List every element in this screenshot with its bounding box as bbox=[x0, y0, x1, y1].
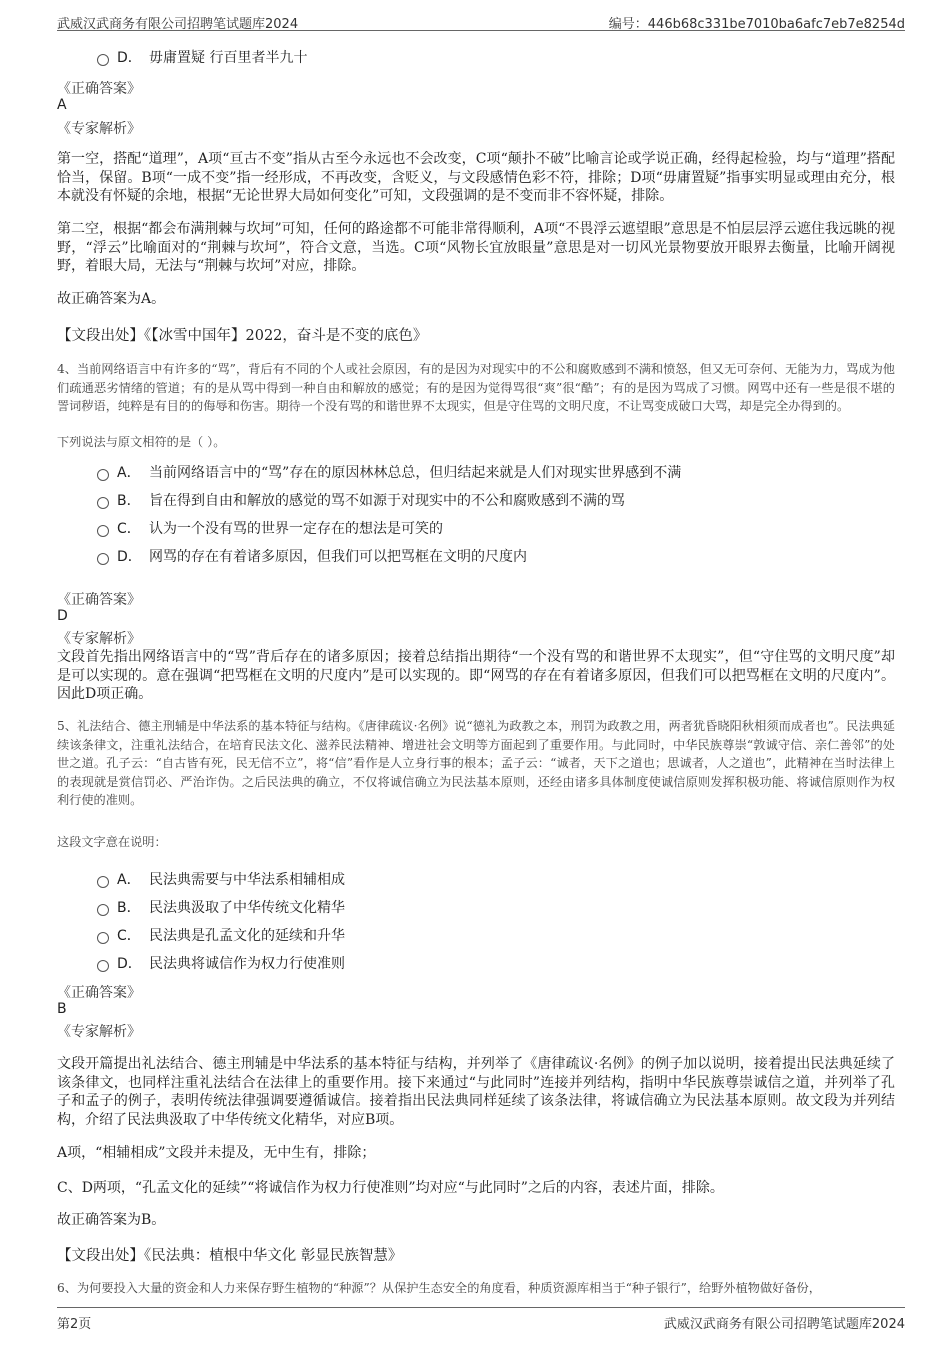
correct-answer: B bbox=[57, 1001, 67, 1017]
radio-icon[interactable] bbox=[97, 904, 109, 916]
analysis-label: 《专家解析》 bbox=[57, 121, 141, 137]
option-text: 毋庸置疑 行百里者半九十 bbox=[149, 50, 308, 66]
option-text: 网骂的存在有着诸多原因，但我们可以把骂框在文明的尺度内 bbox=[149, 549, 527, 565]
analysis-paragraph: 文段首先指出网络语言中的“骂”背后存在的诸多原因；接着总结指出期待“一个没有骂的和谐世界不太现实”，但“守住骂的文明尺度”却是可以实现的。意在强调“把骂框在文明的尺度内”是可以实现的。即“网骂的存在有着诸多原因，但我们可以把骂框在文明的尺度内”。因此D项正确。 bbox=[57, 649, 895, 702]
footer-title: 武威汉武商务有限公司招聘笔试题库2024 bbox=[663, 1317, 905, 1332]
analysis-paragraph: 第二空，根据“都会布满荆棘与坎坷”可知，任何的路途都不可能非常得顺利，A项“不畏浮云遮望眼”意思是不怕层层浮云遮住我远眺的视野，“浮云”比喻面对的“荆棘与坎坷”，符合文意，当选。C项“风物长宜放眼量”意思是对一切风光景物要放开眼界去衡量，比喻开阔视野，着眼大局，无法与“荆棘与坎坷”对应，排除。 bbox=[57, 221, 895, 274]
radio-icon[interactable] bbox=[97, 960, 109, 972]
q4-option-c[interactable]: C． 认为一个没有骂的世界一定存在的想法是可笑的 bbox=[97, 518, 443, 538]
source-citation: 【文段出处】《民法典：植根中华文化 彰显民族智慧》 bbox=[57, 1248, 403, 1264]
radio-icon[interactable] bbox=[97, 876, 109, 888]
analysis-conclusion: 故正确答案为A。 bbox=[57, 291, 166, 307]
source-citation: 【文段出处】《【冰雪中国年】2022，奋斗是不变的底色》 bbox=[57, 328, 428, 344]
radio-icon[interactable] bbox=[97, 525, 109, 537]
document-id: 编号：446b68c331be7010ba6afc7eb7e8254d bbox=[608, 17, 905, 32]
radio-icon[interactable] bbox=[97, 553, 109, 565]
q4-option-b[interactable]: B． 旨在得到自由和解放的感觉的骂不如源于对现实中的不公和腐败感到不满的骂 bbox=[97, 490, 625, 510]
question-6-text: 6、为何要投入大量的资金和人力来保存野生植物的“种源”？从保护生态安全的角度看，种质资源库相当于“种子银行”，给野外植物做好备份， bbox=[57, 1281, 821, 1295]
q4-option-d[interactable]: D． 网骂的存在有着诸多原因，但我们可以把骂框在文明的尺度内 bbox=[97, 546, 527, 566]
option-text: 民法典将诚信作为权力行使准则 bbox=[149, 956, 345, 972]
q5-option-c[interactable]: C． 民法典是孔孟文化的延续和升华 bbox=[97, 925, 345, 945]
analysis-conclusion: 故正确答案为B。 bbox=[57, 1212, 166, 1228]
page-footer bbox=[57, 1307, 905, 1332]
option-text: 旨在得到自由和解放的感觉的骂不如源于对现实中的不公和腐败感到不满的骂 bbox=[149, 493, 625, 509]
analysis-label: 《专家解析》 bbox=[57, 1024, 141, 1040]
option-text: 民法典需要与中华法系相辅相成 bbox=[149, 872, 345, 888]
question-5-text: 5、礼法结合、德主刑辅是中华法系的基本特征与结构。《唐律疏议·名例》说“德礼为政教之本，刑罚为政教之用，两者犹昏晓阳秋相须而成者也”。民法典延续该条律文，注重礼法结合，在培育民法文化、滋养民法精神、增进社会文明等方面起到了重要作用。与此同时，中华民族尊崇“敦诚守信、亲仁善邻”的处世之道。孔子云：“自古皆有死，民无信不立”，将“信”看作是人立身行事的根本；孟子云：“诚者，天下之道也；思诚者，人之道也”，此精神在当时法律上的表现就是赏信罚必、严治诈伪。之后民法典的确立，不仅将诚信确立为民法基本原则，还经由诸多具体制度使诚信原则发挥积极功能、将诚信原则作为权利行使的准则。 bbox=[57, 719, 895, 807]
analysis-paragraph: C、D两项，“孔孟文化的延续”“将诚信作为权力行使准则”均对应“与此同时”之后的内容，表述片面，排除。 bbox=[57, 1180, 724, 1196]
option-text: 民法典是孔孟文化的延续和升华 bbox=[149, 928, 345, 944]
option-text: 认为一个没有骂的世界一定存在的想法是可笑的 bbox=[149, 521, 443, 537]
radio-icon[interactable] bbox=[97, 932, 109, 944]
header-title: 武威汉武商务有限公司招聘笔试题库2024 bbox=[57, 17, 299, 32]
q3-option-d[interactable]: D． 毋庸置疑 行百里者半九十 bbox=[97, 47, 307, 67]
q4-option-a[interactable]: A． 当前网络语言中的“骂”存在的原因林林总总，但归结起来就是人们对现实世界感到不满 bbox=[97, 462, 681, 482]
correct-answer: D bbox=[57, 608, 68, 624]
answer-label: 《正确答案》 bbox=[57, 81, 141, 97]
option-text: 当前网络语言中的“骂”存在的原因林林总总，但归结起来就是人们对现实世界感到不满 bbox=[149, 465, 682, 481]
answer-label: 《正确答案》 bbox=[57, 592, 141, 608]
page-header bbox=[57, 8, 905, 31]
q5-option-b[interactable]: B． 民法典汲取了中华传统文化精华 bbox=[97, 897, 345, 917]
q5-option-a[interactable]: A． 民法典需要与中华法系相辅相成 bbox=[97, 869, 345, 889]
radio-icon[interactable] bbox=[97, 54, 109, 66]
analysis-paragraph: A项，“相辅相成”文段并未提及，无中生有，排除； bbox=[57, 1145, 376, 1161]
q5-option-d[interactable]: D． 民法典将诚信作为权力行使准则 bbox=[97, 953, 345, 973]
correct-answer: A bbox=[57, 97, 67, 113]
question-4-prompt: 下列说法与原文相符的是（ ）。 bbox=[57, 435, 226, 449]
question-4-text: 4、当前网络语言中有许多的“骂”，背后有不同的个人或社会原因，有的是因为对现实中的不公和腐败感到不满和愤怒，但又无可奈何、无能为力，骂成为他们疏通恶劣情绪的管道；有的是从骂中得到一种自由和解放的感觉；有的是因为觉得骂很“爽”很“酷”；有的是因为骂成了习惯。网骂中还有一些是很不堪的詈词秽语，纯粹是有目的的侮辱和伤害。期待一个没有骂的和谐世界不太现实，但是守住骂的文明尺度，不让骂变成破口大骂，却是完全办得到的。 bbox=[57, 362, 895, 413]
analysis-paragraph: 文段开篇提出礼法结合、德主刑辅是中华法系的基本特征与结构，并列举了《唐律疏议·名例》的例子加以说明，接着提出民法典延续了该条律文，也同样注重礼法结合在法律上的重要作用。接下来通过“与此同时”连接并列结构，指明中华民族尊崇诚信之道，并列举了孔子和孟子的例子，表明传统法律强调要遵循诚信。接着指出民法典同样延续了该条法律，将诚信确立为民法基本原则。故文段为并列结构，介绍了民法典汲取了中华传统文化精华，对应B项。 bbox=[57, 1056, 895, 1128]
radio-icon[interactable] bbox=[97, 469, 109, 481]
answer-label: 《正确答案》 bbox=[57, 985, 141, 1001]
option-text: 民法典汲取了中华传统文化精华 bbox=[149, 900, 345, 916]
analysis-paragraph: 第一空，搭配“道理”，A项“亘古不变”指从古至今永远也不会改变，C项“颠扑不破”比喻言论或学说正确，经得起检验，均与“道理”搭配恰当，保留。B项“一成不变”指一经形成，不再改变，含贬义，与文段感情色彩不符，排除；D项“毋庸置疑”指事实明显或理由充分，根本就没有怀疑的余地，根据“无论世界大局如何变化”可知，文段强调的是不变而非不容怀疑，排除。 bbox=[57, 151, 895, 204]
question-5-prompt: 这段文字意在说明： bbox=[57, 835, 167, 849]
radio-icon[interactable] bbox=[97, 497, 109, 509]
analysis-label: 《专家解析》 bbox=[57, 631, 141, 647]
page-number: 第2页 bbox=[57, 1317, 92, 1332]
